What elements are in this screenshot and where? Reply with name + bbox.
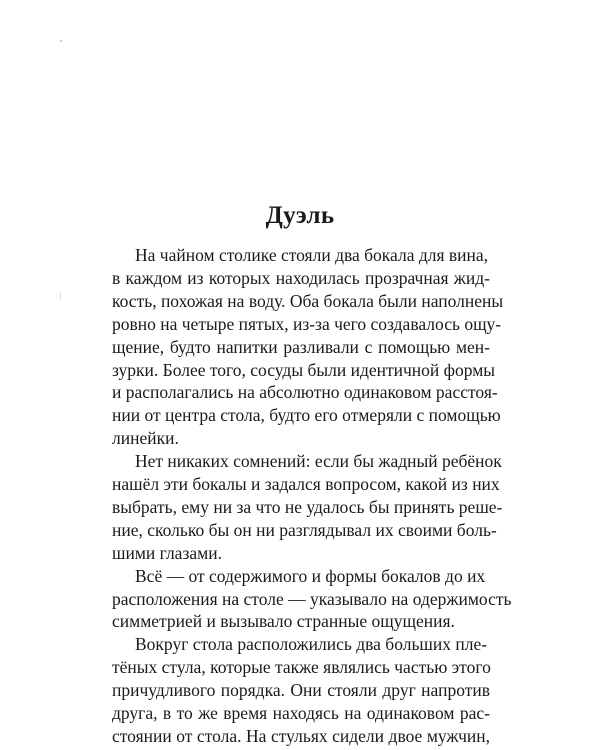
text-line: расположения на столе — указывало на одержимость [112,588,512,609]
text-line: симметрией и вызывало странные ощущения. [112,611,455,632]
text-line: На чайном столике стояли два бокала для вина, [135,245,489,265]
scan-speck [60,292,61,300]
text-line: стоянии от стола. На стульях сидели двое мужчин, [112,726,490,746]
text-line: Всё — от содержимого и формы бокалов до их [135,565,486,586]
text-line: кость, похожая на воду. Оба бокала были наполнены [112,290,504,311]
text-line: тёных стула, которые также являлись частью этого [112,657,491,678]
text-line: и располагались на абсолютно одинаковом расстоя- [112,382,498,403]
text-line: ние, сколько бы он ни разглядывал их своими боль- [112,519,497,540]
text-line: Нет никаких сомнений: если бы жадный ребёнок [135,451,502,472]
text-line: щение, будто напитки разливали с помощью мен- [112,336,490,357]
text-line: друга, в то же время находясь на одинаковом рас- [112,703,490,724]
text-line: выбрать, ему ни за что не удалось бы принять реше- [112,496,503,517]
text-line: Вокруг стола расположились два больших пле- [135,634,488,655]
text-line: ровно на четыре пятых, из-за чего создавалось ощу- [112,313,502,334]
chapter-title: Дуэль [265,202,335,229]
text-line: зурки. Более того, сосуды были идентичной формы [112,359,496,380]
scan-speck [60,40,62,42]
text-line: линейки. [112,428,179,449]
text-line: нашёл эти бокалы и задался вопросом, какой из них [112,474,500,495]
text-line: в каждом из которых находилась прозрачная жид- [112,267,490,288]
text-line: шими глазами. [112,542,222,563]
text-line: нии от центра стола, будто его отмеряли с помощью [112,405,501,426]
text-line: причудливого порядка. Они стояли друг напротив [112,680,490,701]
